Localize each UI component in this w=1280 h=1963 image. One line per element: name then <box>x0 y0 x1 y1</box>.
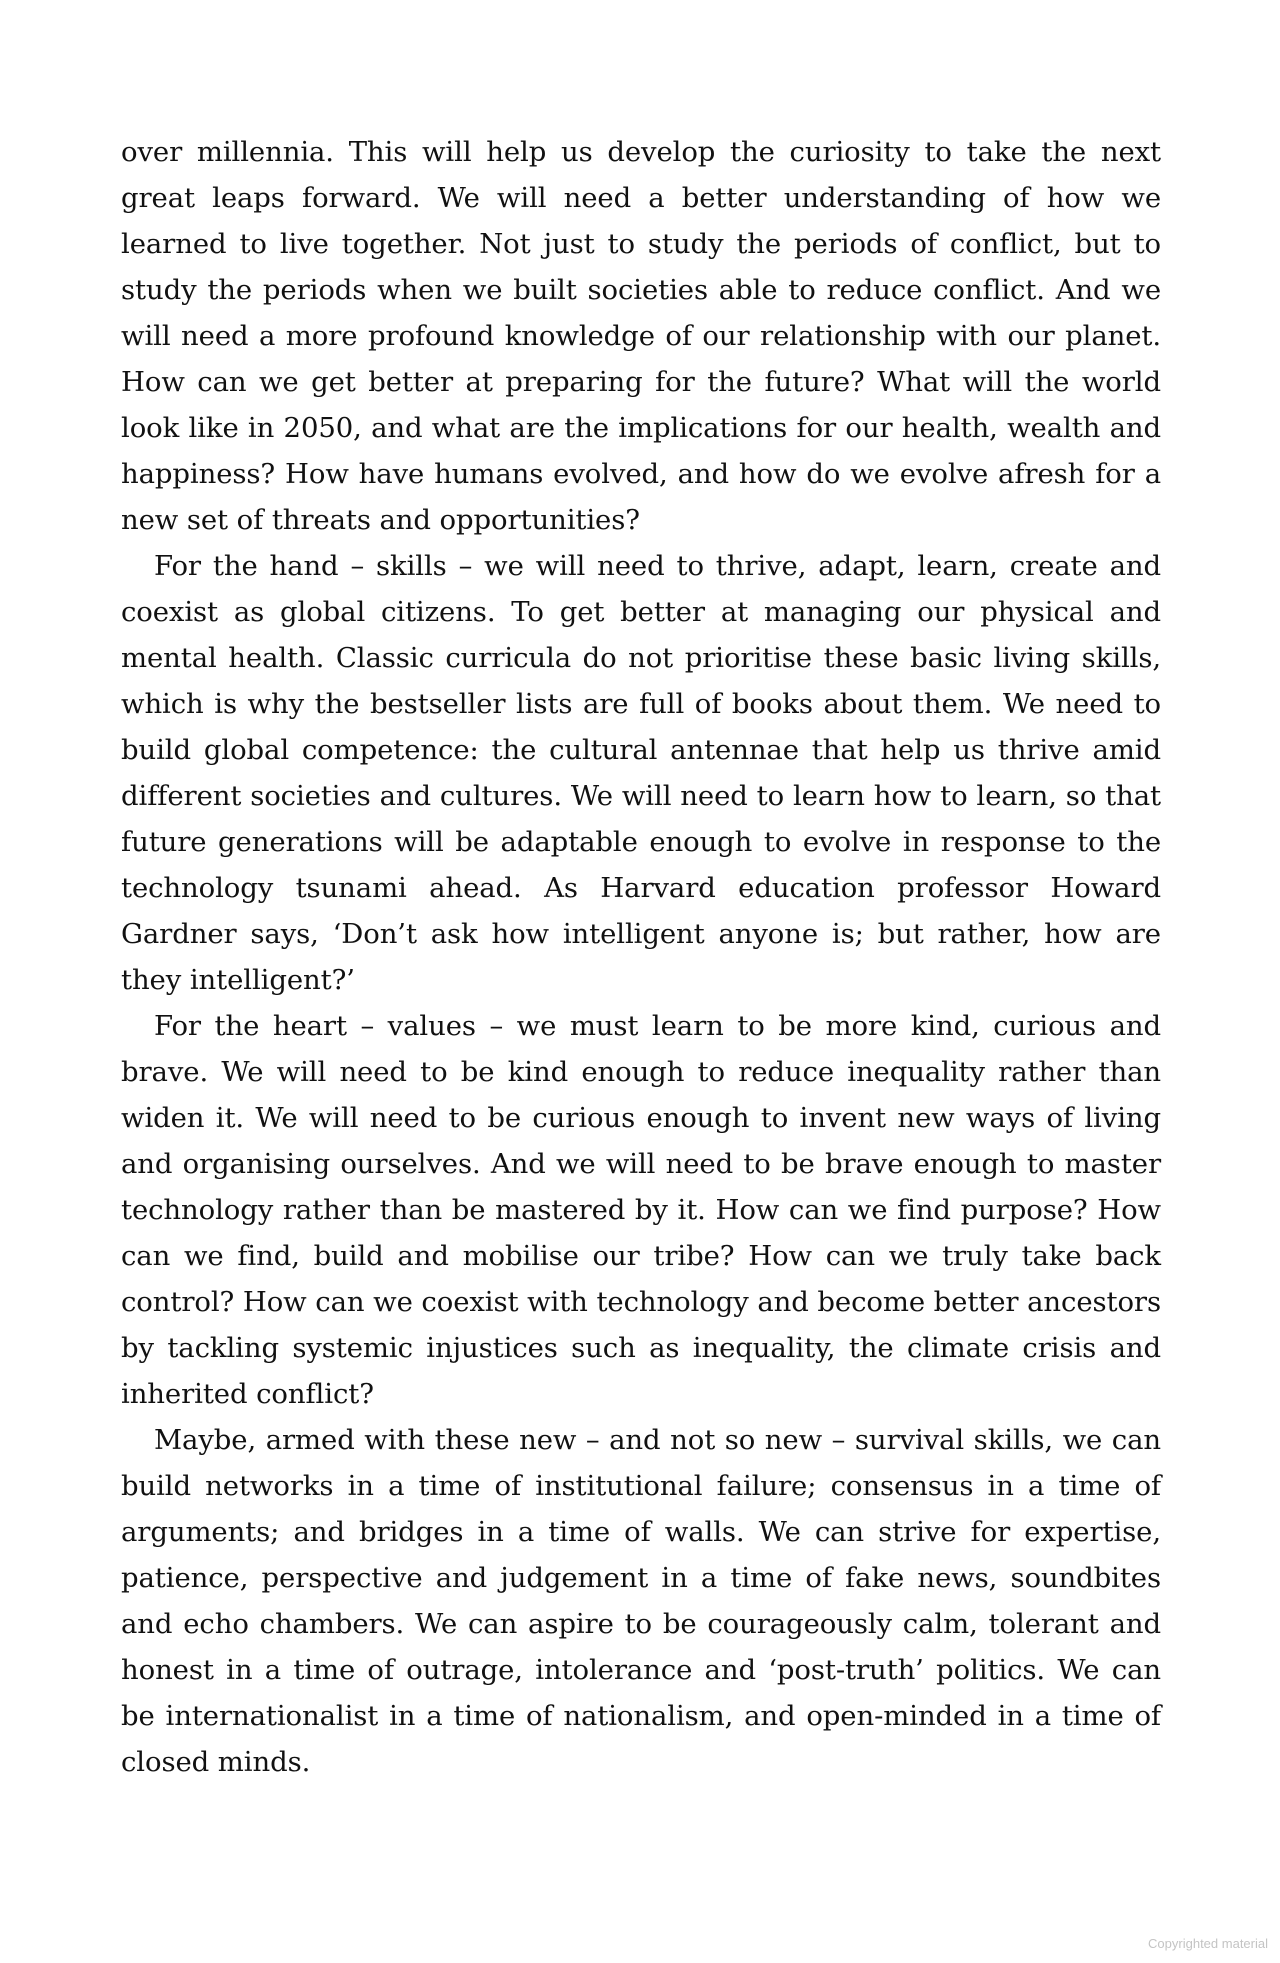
copyright-watermark: Copyrighted material <box>1148 1936 1268 1951</box>
paragraph-hand-skills: For the hand – skills – we will need to thrive, adapt, learn, create and coexist as global citizens. To get better at managing our physical and mental health. Classic curricula do not prioritise these basic living skills, which is why the bestseller lists are full of books about them. We need to build global competence: the cultural antennae that help us thrive amid different societies and cultures. We will need to learn how to learn, so that future generations will be adaptable enough to evolve in response to the technology tsunami ahead. As Harvard education professor Howard Gardner says, ‘Don’t ask how intelligent anyone is; but rather, how are they intelligent?’ <box>121 550 1161 996</box>
paragraph-heart-values: For the heart – values – we must learn to be more kind, curious and brave. We will need to be kind enough to reduce inequality rather than widen it. We will need to be curious enough to invent new ways of living and organising ourselves. And we will need to be brave enough to master technology rather than be mastered by it. How can we find purpose? How can we find, build and mobilise our tribe? How can we truly take back control? How can we coexist with technology and become better ancestors by tackling systemic injustices such as inequality, the climate crisis and inherited conflict? <box>121 1010 1161 1410</box>
paragraph-continuation: over millennia. This will help us develop the curiosity to take the next great leaps forward. We will need a better understanding of how we learned to live together. Not just to study the periods of conflict, but to study the periods when we built societies able to reduce conflict. And we will need a more profound knowledge of our relationship with our planet. How can we get better at preparing for the future? What will the world look like in 2050, and what are the implications for our health, wealth and happiness? How have humans evolved, and how do we evolve afresh for a new set of threats and opportunities? <box>121 136 1161 536</box>
body-text <box>121 129 1161 1785</box>
paragraph-survival-skills: Maybe, armed with these new – and not so new – survival skills, we can build networks in a time of institutional failure; consensus in a time of arguments; and bridges in a time of walls. We can strive for expertise, patience, perspective and judgement in a time of fake news, soundbites and echo chambers. We can aspire to be courageously calm, tolerant and honest in a time of outrage, intolerance and ‘post-truth’ politics. We can be internationalist in a time of nationalism, and open-minded in a time of closed minds. <box>121 1424 1161 1778</box>
